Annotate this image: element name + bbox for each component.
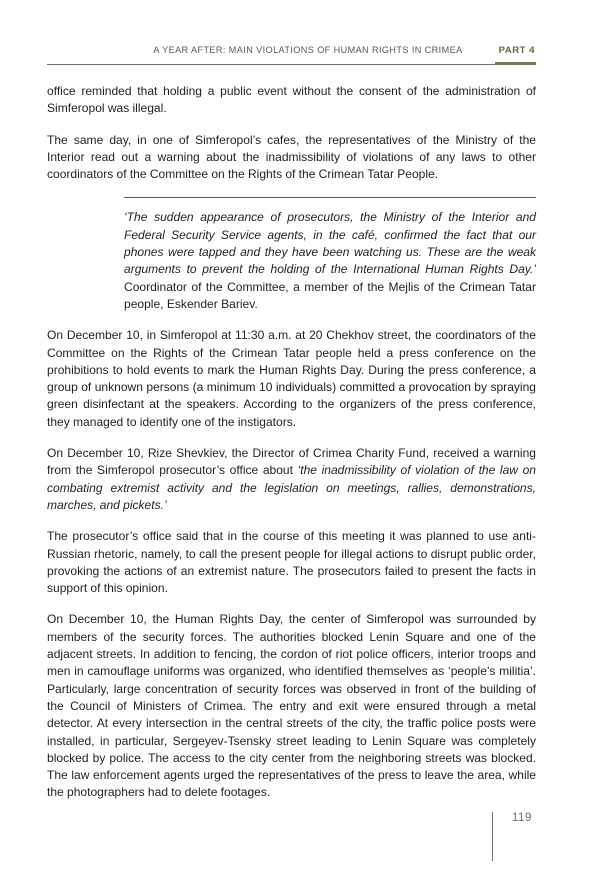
paragraph-5: The prosecutor’s office said that in the course of this meeting it was planned to use anti-Russian rhetoric, namely, to call the present people for illegal actions to disrupt public order, provoking the actions of an extremist nature. The prosecutors failed to present the facts in support of this opinion. <box>47 529 536 596</box>
page-number: 119 <box>512 812 532 824</box>
header-divider-rule <box>47 64 536 65</box>
pull-quote-attribution: Coordinator of the Committee, a member of the Mejlis of the Crimean Tatar people, Eskender Bariev. <box>124 279 536 311</box>
paragraph-4-italic-run: ‘the inadmissibility of violation of the law on combating extremist activity and the legislation on meetings, rallies, demonstrations, marches, and pickets.’ <box>47 463 536 512</box>
paragraph-4-roman-run: On December 10, Rize Shevkiev, the Director of Crimea Charity Fund, received a warning from the Simferopol prosecutor’s office about <box>47 446 536 478</box>
header-part-accent-rule <box>495 62 536 65</box>
pull-quote-block <box>47 197 536 313</box>
pull-quote-quotation: ‘The sudden appearance of prosecutors, the Ministry of the Interior and Federal Security Service agents, in the café, confirmed the fact that our phones were tapped and they have been watching us. These are the weak arguments to prevent the holding of the International Human Rights Day.’ <box>124 210 536 277</box>
paragraph-6: On December 10, the Human Rights Day, the center of Simferopol was surrounded by members of the security forces. The authorities blocked Lenin Square and one of the adjacent streets. In addition to fencing, the cordon of riot police officers, interior troops and men in camouflage uniforms was organized, who identified themselves as ‘people’s militia’. Particularly, large concentration of security forces was observed in front of the building of the Council of Ministers of Crimea. The entry and exit were ensured through a metal detector. At every intersection in the central streets of the city, the traffic police posts were installed, in particular, Sergeyev-Tsensky street leading to Lenin Square was completely blocked by police. The access to the city center from the neighboring streets was blocked. The law enforcement agents urged the representatives of the press to leave the area, while the photographers had to delete footages. <box>47 612 536 800</box>
paragraph-1: office reminded that holding a public event without the consent of the administration of Simferopol was illegal. <box>47 84 536 116</box>
body-text-column <box>47 83 536 802</box>
running-header <box>47 45 536 69</box>
pull-quote-top-rule <box>124 197 536 198</box>
folio-vertical-rule <box>492 812 493 861</box>
running-header-title: A YEAR AFTER: MAIN VIOLATIONS OF HUMAN RIGHTS IN CRIMEA <box>153 45 463 55</box>
running-header-row <box>47 45 536 62</box>
paragraph-2: The same day, in one of Simferopol’s cafes, the representatives of the Ministry of the Interior read out a warning about the inadmissibility of violations of any laws to other coordinators of the Committee on the Rights of the Crimean Tatar People. <box>47 132 536 182</box>
pull-quote-text <box>124 209 536 313</box>
paragraph-3: On December 10, in Simferopol at 11:30 a.m. at 20 Chekhov street, the coordinators of the Committee on the Rights of the Crimean Tatar people held a press conference on the prohibitions to hold events to mark the Human Rights Day. During the press conference, a group of unknown persons (a minimum 10 individuals) committed a provocation by spraying green disinfectant at the speakers. According to the organizers of the press conference, they managed to identify one of the instigators. <box>47 328 536 429</box>
running-header-part-label: PART 4 <box>498 45 535 56</box>
paragraph-4 <box>47 445 536 514</box>
